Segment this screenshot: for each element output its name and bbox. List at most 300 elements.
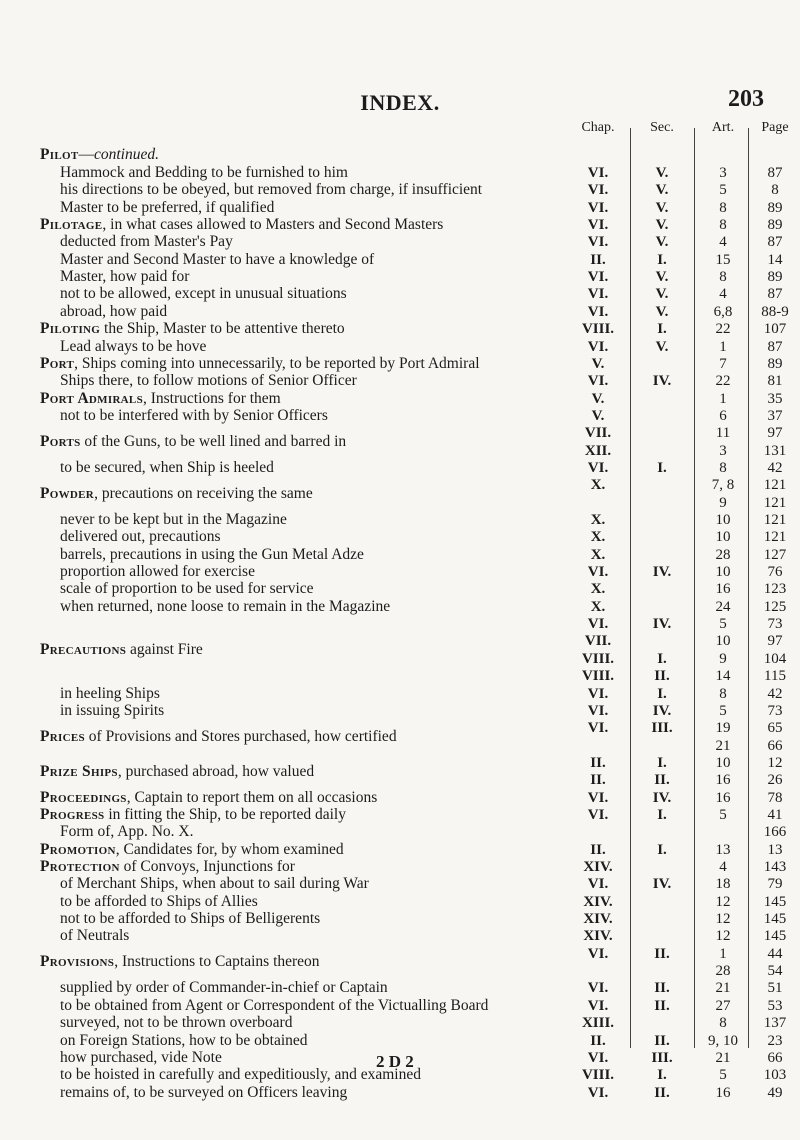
page-cell: 44 [767,945,783,962]
index-row [0,390,800,408]
chap-cell: VI. [587,1049,609,1066]
chap-cell: VI. [587,338,609,355]
entry-description: not to be afforded to Ships of Belligerents [60,910,321,928]
entry-description: to be obtained from Agent or Correspondent of the Victualling Board [60,996,489,1014]
art-cell: 5 [719,702,727,719]
sec-cell: V. [655,269,669,286]
page-cell: 13 [767,841,783,858]
art-cell: 21 [715,1049,731,1066]
entry-keyword: Pilotage [40,216,103,234]
index-row [0,546,800,564]
page-cell: 89 [767,355,783,372]
chap-cell: VI. [587,165,609,181]
entry-text [40,763,314,781]
art-cell: 1 [719,338,727,355]
chap-cell: X. [590,529,606,546]
index-row [0,927,800,945]
entry-text [60,268,189,286]
chap-cell: VIII. [581,321,615,338]
chap-cell: X. [590,477,606,494]
chap-cell: VII. [584,633,612,650]
sec-cell: V. [655,286,669,303]
art-cell: 15 [715,251,731,268]
art-cell: 16 [715,581,731,598]
page-cell: 66 [767,737,783,754]
chap-cell: VI. [587,789,609,806]
art-cell: 22 [715,373,731,390]
entry-text [40,433,346,451]
entry-keyword: Protection [40,858,120,875]
page-cell: 37 [767,407,783,424]
chap-cell: VI. [587,685,609,702]
page-cell: 97 [767,425,783,442]
art-cell: 3 [719,442,727,459]
index-row [0,407,800,425]
entry-description: not to be interfered with by Senior Officers [60,406,328,424]
art-cell: 5 [719,806,727,823]
index-row [0,910,800,928]
heading-dash: — [78,146,94,163]
entry-description: in fitting the Ship, to be reported daily [104,805,346,823]
entry-text [40,485,313,503]
chap-cell: X. [590,512,606,528]
chap-cell: II. [590,772,606,789]
entry-description: abroad, how paid [60,302,168,320]
page-cell: 97 [767,633,783,650]
art-cell: 4 [719,234,727,251]
entry-description: against Fire [126,641,203,659]
art-cell: 12 [715,893,731,910]
page-cell: 123 [763,581,787,598]
page-cell: 87 [767,286,783,303]
chap-cell: VI. [587,234,609,251]
chap-cell: X. [590,598,606,615]
entry-description: , Instructions for them [142,389,281,407]
art-cell: 14 [715,668,731,685]
chap-cell: VI. [587,616,609,633]
entry-text [60,1084,347,1102]
entry-text [60,164,348,182]
art-cell: 7, 8 [711,477,735,494]
entry-text [60,546,364,564]
entry-description: on Foreign Stations, how to be obtained [60,1031,308,1049]
page-cell: 14 [767,251,783,268]
sec-cell: III. [651,720,673,737]
sec-cell: I. [657,841,667,858]
art-cell: 8 [719,199,727,216]
page-cell: 8 [771,182,779,199]
entry-description: deducted from Master's Pay [60,233,233,251]
column-header-art: Art. [711,120,735,135]
sec-cell: I. [657,321,667,338]
entry-description: to be hoisted in carefully and expeditiously, and examined [60,1066,421,1084]
chap-cell: VI. [587,182,609,199]
art-cell: 27 [715,997,731,1014]
entry-description: of Neutrals [60,927,130,945]
chap-cell: XIV. [583,911,613,928]
chap-cell: VIII. [581,650,615,667]
entry-text [60,285,347,303]
entry-text [40,858,295,876]
sec-cell: II. [654,997,670,1014]
chap-cell: XIV. [583,859,613,875]
entry-keyword: Port [40,354,75,372]
page-title: INDEX. [360,90,440,115]
sec-cell: I. [657,251,667,268]
art-cell: 10 [715,512,731,528]
entry-description: of the Guns, to be well lined and barred in [80,432,347,450]
page-cell: 79 [767,876,783,893]
page-cell: 145 [763,911,787,928]
column-header-chap: Chap. [581,120,615,135]
entry-keyword: Precautions [40,641,127,659]
entry-description: the Ship, Master to be attentive thereto [100,320,345,338]
art-cell: 5 [719,616,727,633]
entry-keyword: Provisions [40,953,115,971]
page-cell: 35 [767,390,783,407]
entry-text [60,181,482,199]
index-row [0,355,800,373]
art-cell: 12 [715,928,731,945]
entry-text [60,199,274,217]
sec-cell: IV. [652,702,672,719]
page-cell: 81 [767,373,783,390]
entry-description: proportion allowed for exercise [60,563,255,581]
page-cell: 41 [767,806,783,823]
sec-cell: IV. [652,373,672,390]
art-cell: 8 [719,217,727,234]
chap-cell: V. [591,355,605,372]
chap-cell: II. [590,1032,606,1049]
sec-cell: I. [657,754,667,771]
entry-description: Master and Second Master to have a knowledge of [60,250,375,268]
entry-description: , Ships coming into unnecessarily, to be reported by Port Admiral [74,354,480,372]
entry-description: Master, how paid for [60,268,190,286]
page-cell: 115 [764,668,786,685]
art-cell: 1 [719,390,727,407]
entry-description: how purchased, vide Note [60,1048,222,1066]
entry-text [60,598,390,616]
entry-description: scale of proportion to be used for service [60,580,314,598]
art-cell: 9 [719,650,727,667]
page-cell: 121 [763,529,787,546]
page-cell: 145 [763,928,787,945]
page-cell: 12 [767,754,783,771]
sec-cell: I. [657,459,667,476]
chap-cell: VI. [587,702,609,719]
chap-cell: X. [590,546,606,563]
entry-text [60,511,287,529]
page-cell: 131 [763,442,787,459]
art-cell: 10 [715,529,731,546]
sec-cell: I. [657,650,667,667]
page-cell: 145 [763,893,787,910]
signature-mark: 2 D 2 [376,1052,414,1071]
entry-text [60,1066,421,1084]
page-cell: 104 [763,650,787,667]
art-cell: 28 [715,963,731,980]
art-cell: 4 [719,859,727,875]
sec-cell: V. [655,234,669,251]
chap-cell: VI. [587,286,609,303]
entry-text [60,580,314,598]
art-cell: 13 [715,841,731,858]
entry-description: , purchased abroad, how valued [117,762,315,780]
entry-text [60,1032,308,1050]
art-cell: 6,8 [713,303,733,320]
chap-cell: VI. [587,1084,609,1101]
art-cell: 19 [715,720,731,737]
chap-cell: XIII. [581,1015,615,1032]
art-cell: 8 [719,459,727,476]
entry-text [60,979,388,997]
sec-cell: V. [655,338,669,355]
chap-cell: VI. [587,806,609,823]
art-cell: 5 [719,182,727,199]
art-cell: 22 [715,321,731,338]
index-row [0,528,800,546]
entry-text [60,338,206,356]
art-cell: 10 [715,564,731,581]
page-cell: 78 [767,789,783,806]
page-cell: 49 [767,1084,783,1101]
page-cell: 121 [763,494,787,511]
entry-keyword: Prize Ships [40,762,118,780]
column-header-sec: Sec. [650,120,674,135]
entry-description: Ships there, to follow motions of Senior Officer [60,372,357,390]
entry-keyword: Powder [40,484,95,502]
sec-cell: II. [654,668,670,685]
entry-keyword: Piloting [40,320,101,338]
art-cell: 21 [715,737,731,754]
art-cell: 24 [715,598,731,615]
chap-cell: VI. [587,720,609,737]
art-cell: 10 [715,754,731,771]
index-row [0,1014,800,1032]
sec-cell: IV. [652,564,672,581]
entry-keyword: Proceedings [40,788,127,806]
entry-text [60,910,320,928]
art-cell: 16 [715,772,731,789]
art-cell: 18 [715,876,731,893]
sec-cell: III. [651,1049,673,1066]
sec-cell: IV. [652,876,672,893]
art-cell: 21 [715,980,731,997]
sec-cell: II. [654,1032,670,1049]
entry-description: in heeling Ships [60,684,160,702]
entry-text [40,806,346,824]
chap-cell: VI. [587,459,609,476]
index-row [0,598,800,616]
page-cell: 88-9 [761,303,789,320]
page-cell: 121 [763,512,787,528]
entry-text [60,893,258,911]
entry-description: of Provisions and Stores purchased, how certified [84,727,397,745]
chap-cell: VI. [587,980,609,997]
page-cell: 87 [767,338,783,355]
chap-cell: XIV. [583,893,613,910]
heading-keyword: Pilot [40,146,79,163]
entry-description: , Candidates for, by whom examined [115,840,344,858]
entry-description: barrels, precautions in using the Gun Metal Adze [60,545,364,563]
entry-text [40,728,397,746]
entry-description: surveyed, not to be thrown overboard [60,1014,293,1032]
page-cell: 143 [763,859,787,875]
entry-text [60,927,129,945]
entry-description: his directions to be obeyed, but removed from charge, if insufficient [60,181,483,199]
chap-cell: VII. [584,425,612,442]
entry-description: Hammock and Bedding to be furnished to him [60,164,348,181]
art-cell: 4 [719,286,727,303]
index-row [0,485,800,503]
index-row [0,858,800,876]
sec-cell: II. [654,1084,670,1101]
sec-cell: IV. [652,789,672,806]
page-cell: 87 [767,165,783,181]
entry-text [40,641,203,659]
page-cell: 42 [767,685,783,702]
chap-cell: XII. [584,442,612,459]
sec-cell: II. [654,772,670,789]
art-cell: 3 [719,165,727,181]
chap-cell: VI. [587,945,609,962]
entry-description: remains of, to be surveyed on Officers leaving [60,1083,348,1101]
entry-text [60,459,274,477]
entry-text [60,372,357,390]
index-row [0,433,800,451]
entry-text [40,953,320,971]
sec-cell: I. [657,1067,667,1084]
chap-cell: VI. [587,997,609,1014]
sec-cell: V. [655,199,669,216]
sec-cell: I. [657,685,667,702]
art-cell: 16 [715,1084,731,1101]
entry-text [60,875,369,893]
entry-description: delivered out, precautions [60,528,221,546]
page-cell: 23 [767,1032,783,1049]
page-cell: 51 [767,980,783,997]
chap-cell: VI. [587,269,609,286]
column-rule [748,128,749,1048]
sec-cell: IV. [652,616,672,633]
entry-description: , Instructions to Captains thereon [114,953,320,971]
page-cell: 125 [763,598,787,615]
entry-description: when returned, none loose to remain in the Magazine [60,597,391,615]
entry-text [60,685,160,703]
entry-description: , precautions on receiving the same [94,484,313,502]
entry-description: Master to be preferred, if qualified [60,198,275,216]
sec-cell: II. [654,980,670,997]
art-cell: 8 [719,1015,727,1032]
chap-cell: VIII. [581,668,615,685]
page-cell: 26 [767,772,783,789]
entry-keyword: Ports [40,432,81,450]
entry-text [60,303,167,321]
sec-cell: V. [655,165,669,181]
entry-description: to be afforded to Ships of Allies [60,892,258,910]
entry-description: of Convoys, Injunctions for [119,858,295,875]
art-cell: 5 [719,1067,727,1084]
entry-description: Form of, App. No. X. [60,823,194,841]
entry-text [60,528,221,546]
chap-cell: II. [590,251,606,268]
chap-cell: VI. [587,876,609,893]
chap-cell: II. [590,841,606,858]
art-cell: 9 [719,494,727,511]
entry-description: to be secured, when Ship is heeled [60,458,274,476]
sec-cell: V. [655,303,669,320]
entry-text [60,997,488,1015]
page-cell: 73 [767,702,783,719]
sec-cell: V. [655,217,669,234]
entry-text [60,233,233,251]
entry-text [60,1014,292,1032]
page-cell: 65 [767,720,783,737]
entry-description: Lead always to be hove [60,337,207,355]
index-heading [0,146,800,164]
entry-keyword: Promotion [40,840,116,858]
chap-cell: VI. [587,217,609,234]
chap-cell: VIII. [581,1067,615,1084]
entry-text [40,841,344,859]
art-cell: 1 [719,945,727,962]
entry-keyword: Port Admirals [40,389,143,407]
entry-text [60,563,255,581]
art-cell: 6 [719,407,727,424]
column-header-page: Page [761,120,789,135]
entry-text [60,1049,222,1067]
chap-cell: II. [590,754,606,771]
page-cell: 121 [763,477,787,494]
entry-text [40,216,443,234]
page-cell: 137 [763,1015,787,1032]
index-row [0,580,800,598]
chap-cell: VI. [587,564,609,581]
page-cell: 89 [767,269,783,286]
art-cell: 11 [715,425,731,442]
sec-cell: II. [654,945,670,962]
heading-continued: continued. [93,146,159,163]
page-cell: 42 [767,459,783,476]
chap-cell: V. [591,407,605,424]
chap-cell: V. [591,390,605,407]
chap-cell: XIV. [583,928,613,945]
entry-text [60,702,164,720]
sec-cell: I. [657,806,667,823]
entry-description: never to be kept but in the Magazine [60,511,287,528]
page-cell: 87 [767,234,783,251]
page-cell: 107 [763,321,787,338]
index-row [0,511,800,529]
art-cell: 8 [719,269,727,286]
art-cell: 12 [715,911,731,928]
entry-description: , in what cases allowed to Masters and Second Masters [102,216,444,234]
art-cell: 9, 10 [708,1032,738,1049]
page-cell: 73 [767,616,783,633]
entry-description: not to be allowed, except in unusual situations [60,285,347,303]
page-cell: 89 [767,199,783,216]
entry-text [40,320,345,338]
art-cell: 10 [715,633,731,650]
entry-text [40,355,480,373]
page-number: 203 [728,86,764,112]
chap-cell: X. [590,581,606,598]
index-row [0,893,800,911]
chap-cell: VI. [587,199,609,216]
art-cell: 7 [719,355,727,372]
page-cell: 53 [767,997,783,1014]
entry-description: of Merchant Ships, when about to sail during War [60,875,369,893]
